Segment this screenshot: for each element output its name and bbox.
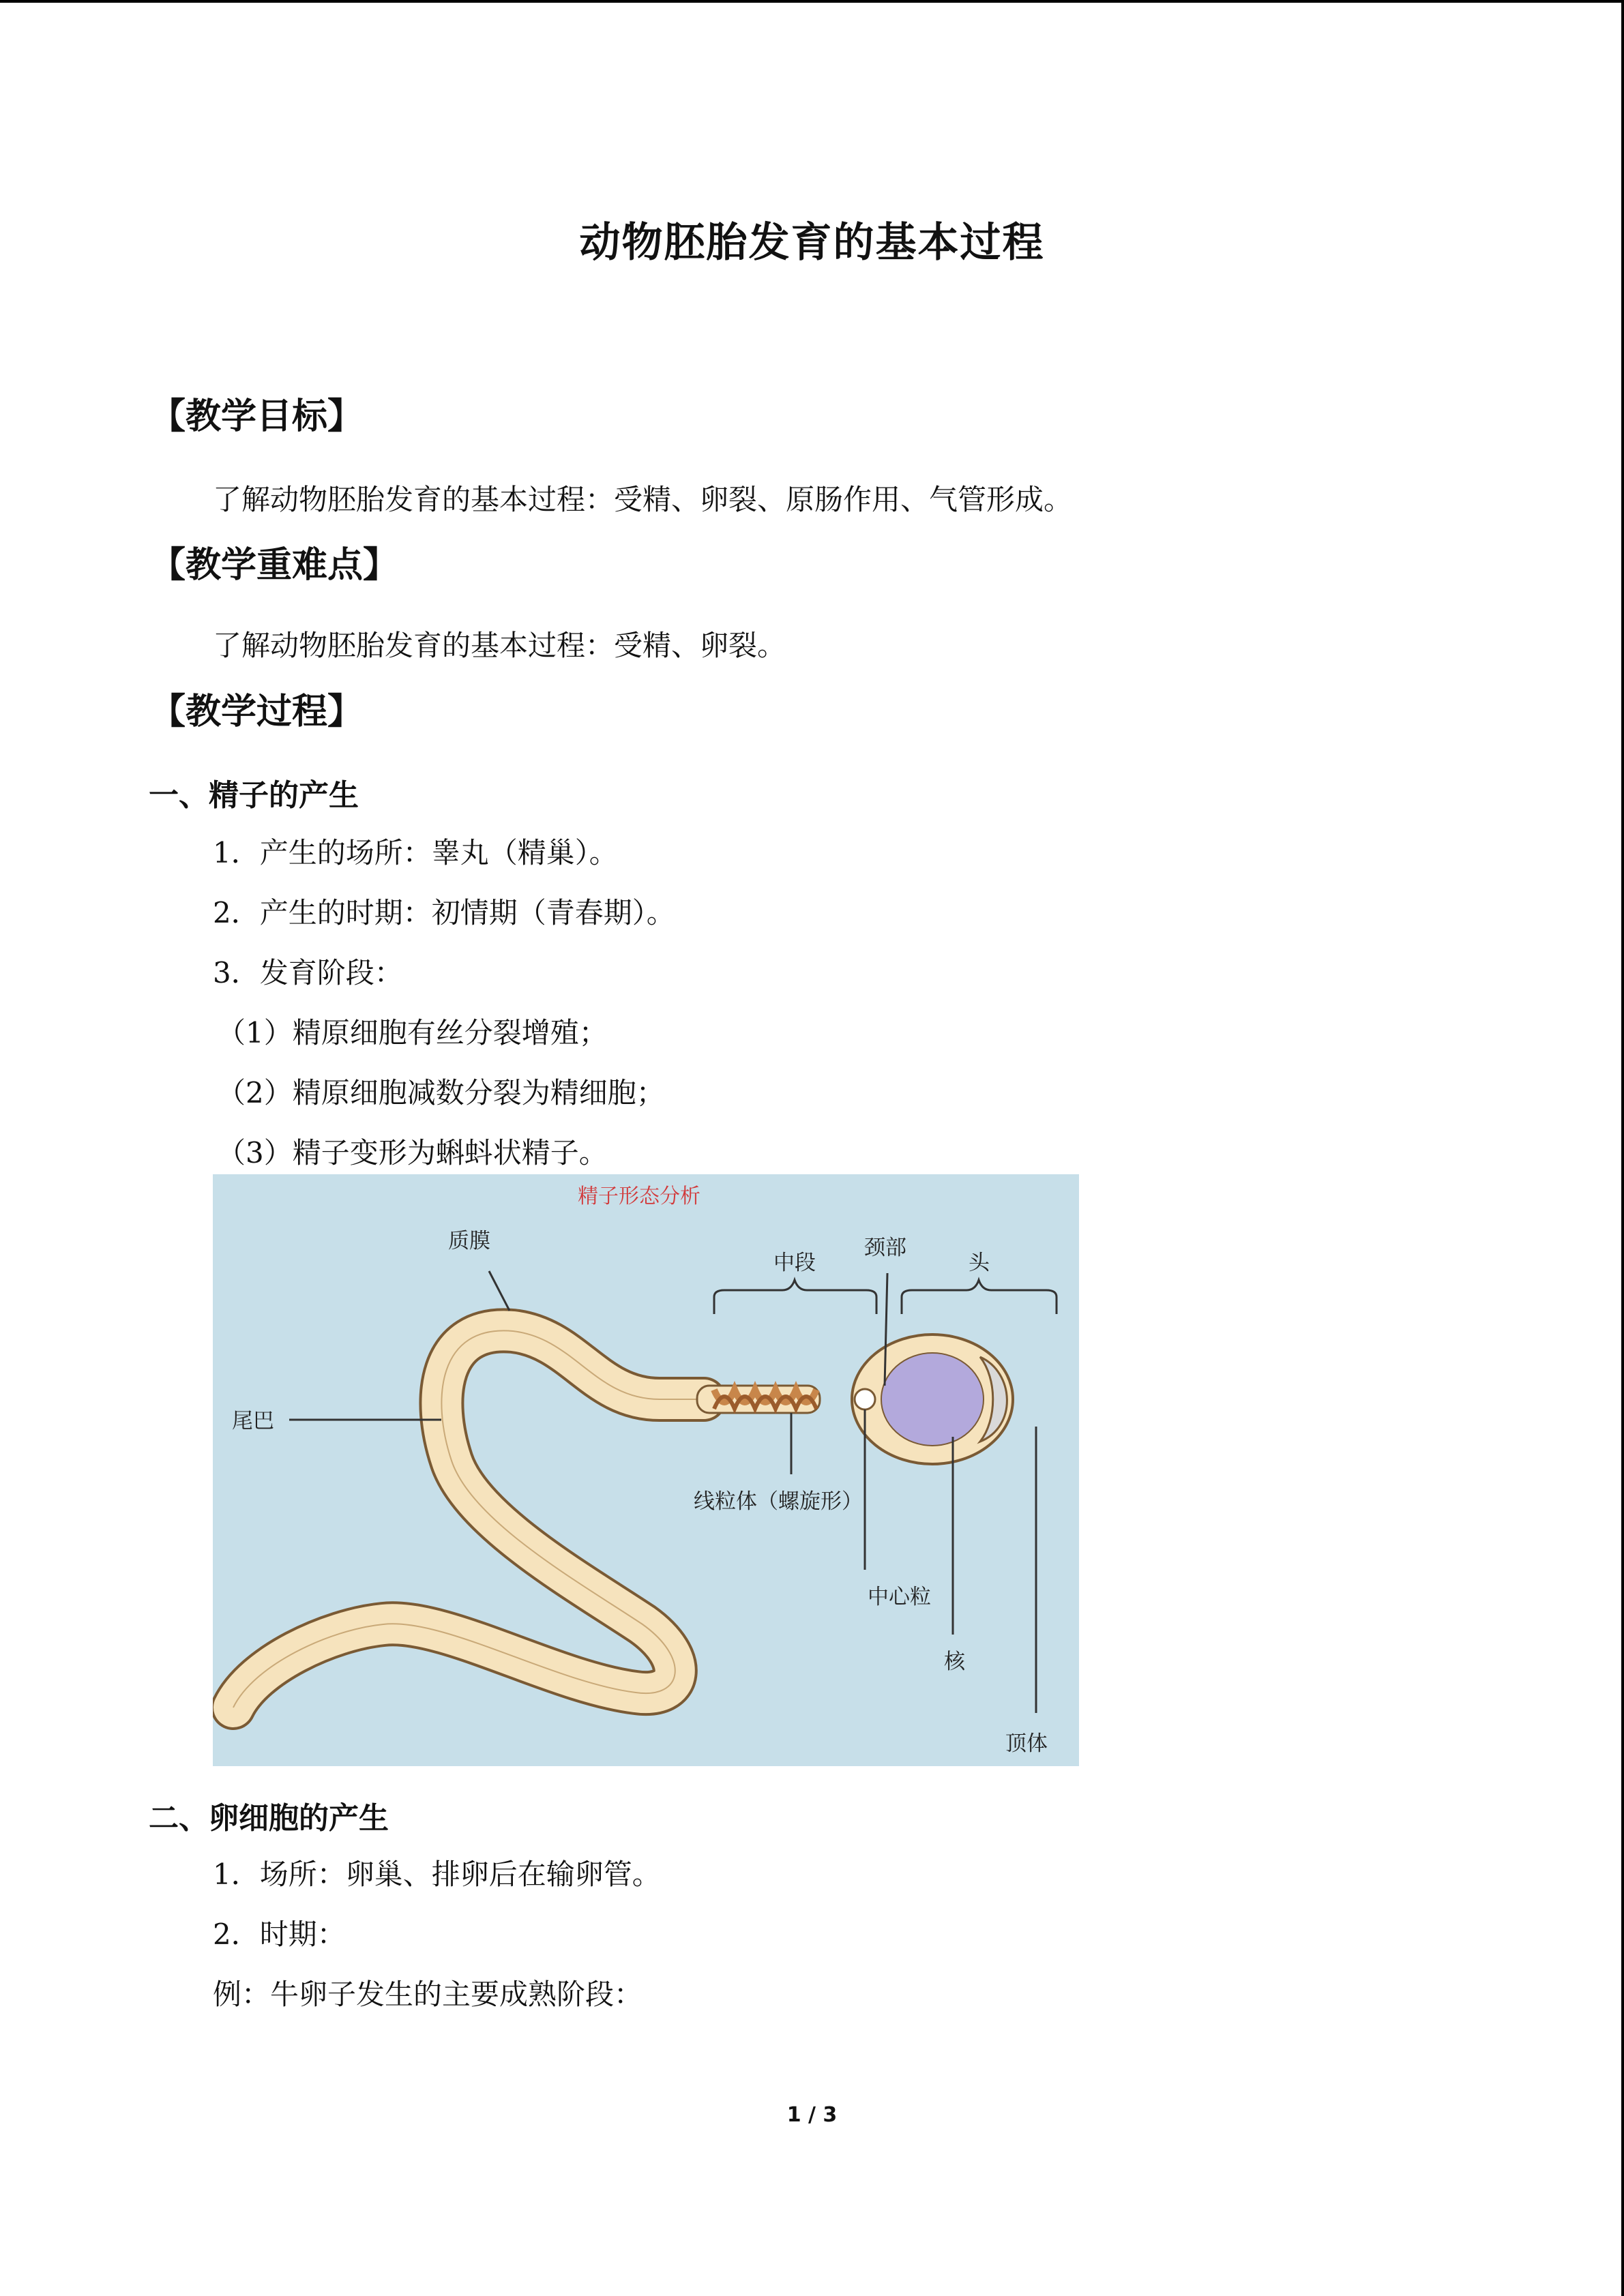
midpiece-bracket [714, 1280, 876, 1314]
objectives-text: 了解动物胚胎发育的基本过程：受精、卵裂、原肠作用、气管形成。 [213, 483, 1073, 516]
egg-heading: 二、卵细胞的产生 [149, 1801, 389, 1836]
page-number: 1 / 3 [786, 2103, 838, 2127]
egg-item: 1．场所：卵巢、排卵后在输卵管。 [213, 1858, 661, 1891]
key-points-heading: 【教学重难点】 [150, 545, 399, 586]
sperm-item: 2．产生的时期：初情期（青春期）。 [213, 896, 675, 929]
sperm-diagram-svg [213, 1174, 1079, 1766]
sperm-nucleus [881, 1353, 984, 1446]
page-border-right [1621, 0, 1624, 2296]
label-neck: 颈部 [864, 1236, 906, 1260]
label-acrosome: 顶体 [1005, 1731, 1048, 1756]
membrane-leader [489, 1271, 510, 1311]
label-midpiece: 中段 [773, 1251, 816, 1275]
head-bracket [902, 1280, 1057, 1314]
label-centriole: 中心粒 [868, 1585, 931, 1609]
sperm-item: （2）精原细胞减数分裂为精细胞； [217, 1076, 665, 1109]
sperm-diagram [213, 1174, 1079, 1766]
figure-title: 精子形态分析 [578, 1184, 700, 1208]
sperm-centriole [855, 1389, 875, 1410]
label-nucleus: 核 [944, 1650, 965, 1674]
egg-item: 例：牛卵子发生的主要成熟阶段： [213, 1978, 643, 2011]
objectives-heading: 【教学目标】 [150, 396, 364, 437]
sperm-item: 1．产生的场所：睾丸（精巢）。 [213, 836, 618, 869]
label-mitochondria: 线粒体（螺旋形） [694, 1489, 863, 1514]
sperm-tail-fill [233, 1330, 704, 1708]
sperm-item: 3．发育阶段： [213, 956, 403, 989]
key-points-text: 了解动物胚胎发育的基本过程：受精、卵裂。 [213, 629, 786, 662]
label-tail: 尾巴 [232, 1409, 274, 1433]
egg-item: 2．时期： [213, 1918, 346, 1951]
page-border-top [0, 0, 1624, 3]
process-heading: 【教学过程】 [150, 691, 364, 732]
label-head: 头 [969, 1251, 990, 1275]
sperm-item: （1）精原细胞有丝分裂增殖； [217, 1016, 608, 1049]
sperm-item: （3）精子变形为蝌蚪状精子。 [217, 1136, 608, 1169]
label-membrane: 质膜 [448, 1229, 490, 1253]
page-title: 动物胚胎发育的基本过程 [579, 219, 1045, 267]
sperm-heading: 一、精子的产生 [149, 778, 359, 813]
